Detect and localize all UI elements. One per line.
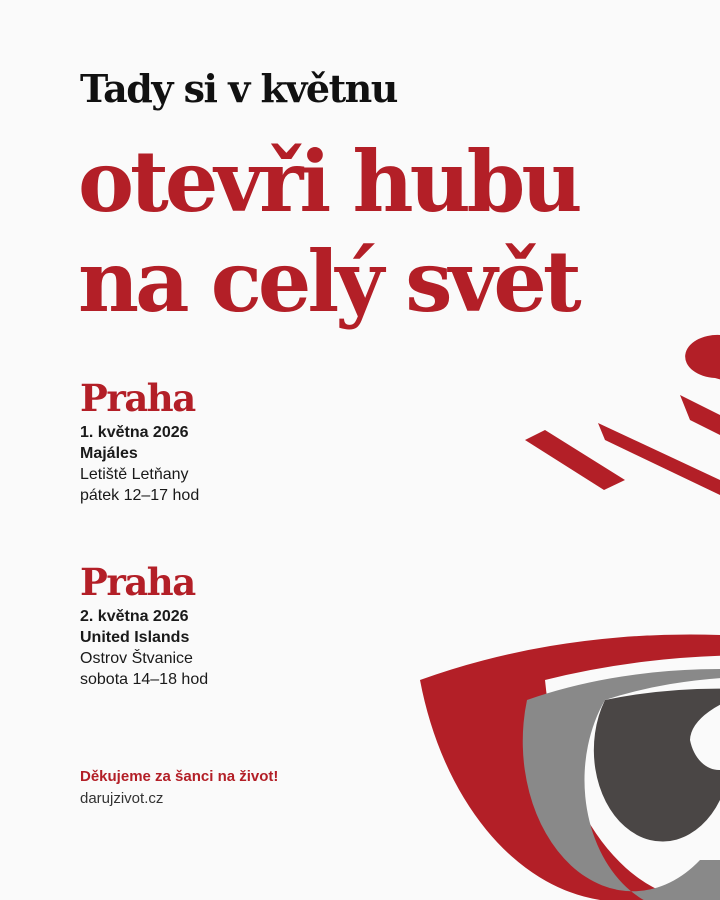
event-date: 2. května 2026 — [80, 608, 189, 625]
event-date: 1. května 2026 — [80, 424, 189, 441]
swirl-red-stripe-2 — [598, 423, 720, 495]
swirl-red-tip — [685, 335, 720, 390]
headline-line-2: na celý svět — [78, 232, 578, 331]
website-link[interactable]: darujzivot.cz — [80, 790, 164, 807]
event-city: Praha — [80, 376, 195, 420]
event-block-1 — [80, 376, 199, 506]
event-time: sobota 14–18 hod — [80, 671, 209, 688]
event-city: Praha — [80, 560, 195, 604]
headline — [78, 132, 578, 332]
thanks-text: Děkujeme za šanci na život! — [80, 768, 279, 785]
footer — [80, 766, 278, 810]
event-venue: Letiště Letňany — [80, 466, 189, 483]
swirl-dark-core — [594, 689, 720, 842]
event-name: Majáles — [80, 445, 138, 462]
headline-line-1: otevři hubu — [78, 132, 579, 231]
event-name: United Islands — [80, 629, 190, 646]
event-time: pátek 12–17 hod — [80, 487, 200, 504]
event-block-2 — [80, 560, 208, 690]
intro-text: Tady si v květnu — [80, 66, 397, 111]
swirl-red-stripe-3 — [680, 395, 720, 445]
event-venue: Ostrov Štvanice — [80, 650, 193, 667]
